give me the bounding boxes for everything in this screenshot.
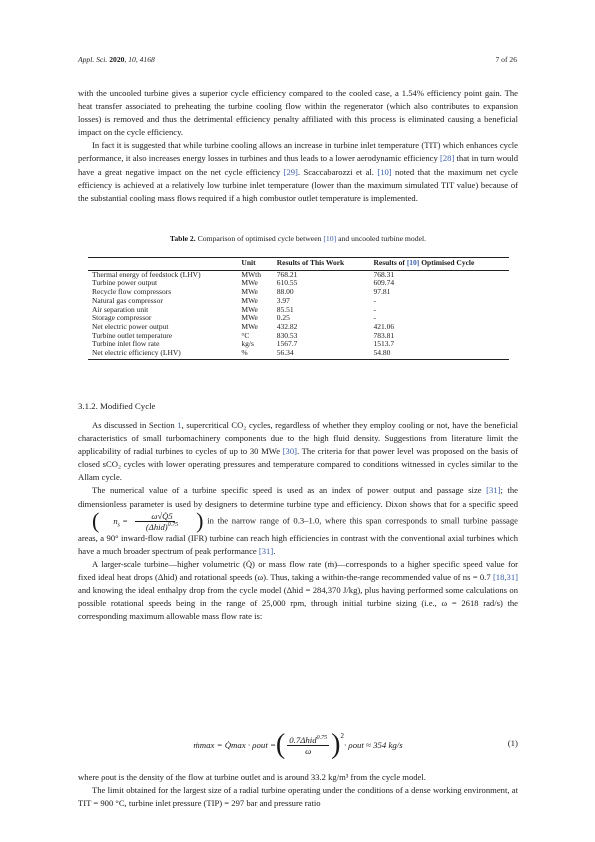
table-cell-unit: MWth bbox=[241, 269, 261, 279]
table-header-row bbox=[88, 258, 509, 271]
citation-link[interactable]: [10] bbox=[406, 258, 420, 267]
table-cell-ref10: - bbox=[373, 304, 376, 314]
table-cell-param: Net electric efficiency (LHV) bbox=[88, 349, 237, 359]
section-link[interactable]: 1 bbox=[177, 420, 182, 430]
table-cell-unit: MWe bbox=[241, 304, 258, 314]
citation-link[interactable]: [10] bbox=[323, 234, 337, 243]
table-cell-this-work: 85.51 bbox=[276, 304, 294, 314]
paragraph-7: The limit obtained for the largest size of a radial turbine operating under the conditions of a dense working environment, at TIT = 900 °C, turbine inlet pressure (TIP) = 297 bar and pressure ratio bbox=[78, 785, 518, 809]
paragraph-6: where ρout is the density of the flow at turbine outlet and is around 33.2 kg/m³ from the cycle model. bbox=[78, 772, 426, 782]
table-cell-ref10: 783.81 bbox=[373, 330, 395, 340]
table-cell-this-work: 830.53 bbox=[276, 330, 298, 340]
table-cell-param: Net electric power output bbox=[92, 321, 169, 331]
table-row bbox=[88, 306, 509, 315]
table-cell-ref10: 54.80 bbox=[369, 349, 509, 359]
citation-link[interactable]: [29] bbox=[283, 166, 298, 177]
section-heading: 3.1.2. Modified Cycle bbox=[78, 401, 156, 411]
table-cell-unit: MWe bbox=[241, 295, 258, 305]
table-cell-this-work: 610.55 bbox=[276, 278, 298, 288]
paragraph-4: The numerical value of a turbine specific speed is used as an index of power output and passage size [31]; the dimensionless parameter is used by designers to determine turbine type and efficiency. Dixon shows that for a specific speed ( $n_s$ = $\frac{\omega√Q̇5}{(\Delta hid)^{0.75}}$ ) in the narrow range of 0.3–1.0, where this span corresponds to small turbine passage areas, a 90° inward-flow radial (IFR) turbine can reach high efficiencies in contrast with the conventional axial turbines which have a much broader spectrum of peak performance [31]. bbox=[78, 485, 518, 556]
paragraph-1: with the uncooled turbine gives a superior cycle efficiency compared to the cooled case, a 1.54% efficiency point gain. The heat transfer associated to preheating the turbine cooling flow within the regenerator (which also contributes to expansion losses) is removed and thus the detrimental efficiency penalty affiliated with this process is eliminated causing a beneficial impact on the cycle efficiency. bbox=[78, 88, 518, 138]
citation-link[interactable]: [31] bbox=[486, 485, 501, 496]
table-cell-param: Air separation unit bbox=[92, 304, 149, 314]
paragraph-5: A larger-scale turbine—higher volumetric (Q̇) or mass flow rate (ṁ)—corresponds to a higher specific speed value for fixed ideal heat drops (Δhid) and rotational speeds (ω). Thus, taking a within-the-range recommended value of ns = 0.7 [18,31] and knowing the ideal enthalpy drop from the cycle model (Δhid = 284,370 J/kg), plus having performed some calculations on possible rotational speeds being in the range of 25,000 rpm, through initial turbine sizing (i.e., ω = 2618 rad/s) the corresponding maximum allowable mass flow rate is: bbox=[78, 558, 518, 622]
table-cell-unit: °C bbox=[241, 330, 250, 340]
header-param bbox=[88, 258, 237, 271]
table-cell-unit: MWe bbox=[241, 321, 258, 331]
table-cell-ref10: 768.31 bbox=[373, 269, 395, 279]
table-cell-this-work: 432.82 bbox=[276, 321, 298, 331]
table-cell-ref10: - bbox=[373, 313, 376, 323]
table-cell-param: Natural gas compressor bbox=[92, 295, 163, 305]
table-cell-unit: MWe bbox=[241, 287, 258, 297]
table-row bbox=[88, 349, 509, 359]
table-cell-unit: MWe bbox=[241, 278, 258, 288]
paragraph-3: As discussed in Section 1, supercritical CO₂ cycles, regardless of whether they employ cooling or not, have the beneficial characteristics of small turbomachinery components due to the high fluid density. Suggestions from literature limit the applicability of radial turbines to cycles of up to 30 MWe [30]. The criteria for that power level was proposed on the basis of closed sCO₂ cycles with lower operating pressures and temperature compared to conditions witnessed in cycles similar to the Allam cycle. bbox=[78, 420, 519, 483]
table-cell-this-work: 88.00 bbox=[276, 287, 294, 297]
table-cell-ref10: 97.81 bbox=[373, 287, 391, 297]
table-cell-param: Recycle flow compressors bbox=[92, 287, 172, 297]
equation-fraction: $\frac{0.7\Delta hid^{0.75}}{\omega}$ bbox=[289, 734, 328, 756]
header-ref: Results of [10] Optimised Cycle bbox=[369, 258, 509, 271]
table-cell-param: Storage compressor bbox=[92, 313, 152, 323]
table-cell-ref10: - bbox=[373, 295, 376, 305]
running-header bbox=[78, 55, 517, 64]
table-cell-unit: kg/s bbox=[241, 339, 254, 349]
table-cell-ref10: 421.06 bbox=[373, 321, 395, 331]
table-cell-param: Thermal energy of feedstock (LHV) bbox=[92, 269, 201, 279]
table-cell-this-work: 56.34 bbox=[273, 349, 370, 359]
citation-link[interactable]: [18,31] bbox=[492, 571, 518, 582]
table-cell-param: Turbine outlet temperature bbox=[92, 330, 173, 340]
equation-number: (1) bbox=[507, 738, 518, 748]
equation-rhs: · ρout ≈ 354 kg/s bbox=[343, 740, 403, 750]
equation-1: ṁmax = Q̇max · ρout = ( $\frac{0.7\Delta hid^{0.75}}{\omega}$ ) $^2$ · ρout ≈ 354 kg/s (1) bbox=[193, 729, 518, 760]
table-cell-this-work: 1567.7 bbox=[276, 339, 298, 349]
header-unit: Unit bbox=[237, 258, 272, 271]
table-caption: Table 2. Comparison of optimised cycle between [10] and uncooled turbine model. bbox=[169, 234, 427, 243]
header-this-work: Results of This Work bbox=[273, 258, 370, 271]
body-text-top bbox=[78, 87, 518, 205]
citation-link[interactable]: [10] bbox=[377, 166, 392, 177]
table-row bbox=[88, 297, 509, 306]
body-text-bottom bbox=[78, 419, 518, 623]
table-cell-this-work: 3.97 bbox=[276, 295, 290, 305]
equation-lhs: ṁmax = Q̇max · ρout = bbox=[193, 740, 276, 750]
citation-link[interactable]: [28] bbox=[439, 153, 455, 164]
paragraph-2: In fact it is suggested that while turbine cooling allows an increase in turbine inlet temperature (TIT) which enhances cycle performance, it also increases energy losses in turbines and thus leads to a lower aerodynamic efficiency [28] that in turn would have a great negative impact on the net cycle efficiency [29]. Scaccabarozzi et al. [10] noted that the maximum net cycle efficiency is achieved at a relatively low turbine inlet temperature (lower than the maximum simulated TIT value) because of the substantial cooling mass flows required if a high combustor outlet temperature is implemented. bbox=[78, 140, 518, 203]
citation-link[interactable]: [31] bbox=[258, 545, 274, 556]
table-cell-unit: % bbox=[237, 349, 272, 359]
citation-link[interactable]: [30] bbox=[282, 446, 298, 457]
table-cell-this-work: 768.21 bbox=[276, 269, 298, 279]
table-cell-ref10: 609.74 bbox=[373, 278, 395, 288]
table-cell-param: Turbine inlet flow rate bbox=[92, 339, 160, 349]
journal-citation: Appl. Sci. 2020, 10, 4168 bbox=[78, 55, 155, 64]
comparison-table bbox=[88, 257, 509, 360]
table-cell-unit: MWe bbox=[241, 313, 258, 323]
page-number: 7 of 26 bbox=[495, 55, 517, 64]
specific-speed-equation: ( $n_s$ = $\frac{\omega√Q̇5}{(\Delta hid)^{0.75}}$ ) bbox=[92, 508, 204, 534]
table-cell-ref10: 1513.7 bbox=[373, 339, 395, 349]
table-cell-param: Turbine power output bbox=[92, 278, 158, 288]
body-text-end bbox=[78, 771, 518, 810]
table-cell-this-work: 0.25 bbox=[276, 313, 290, 323]
